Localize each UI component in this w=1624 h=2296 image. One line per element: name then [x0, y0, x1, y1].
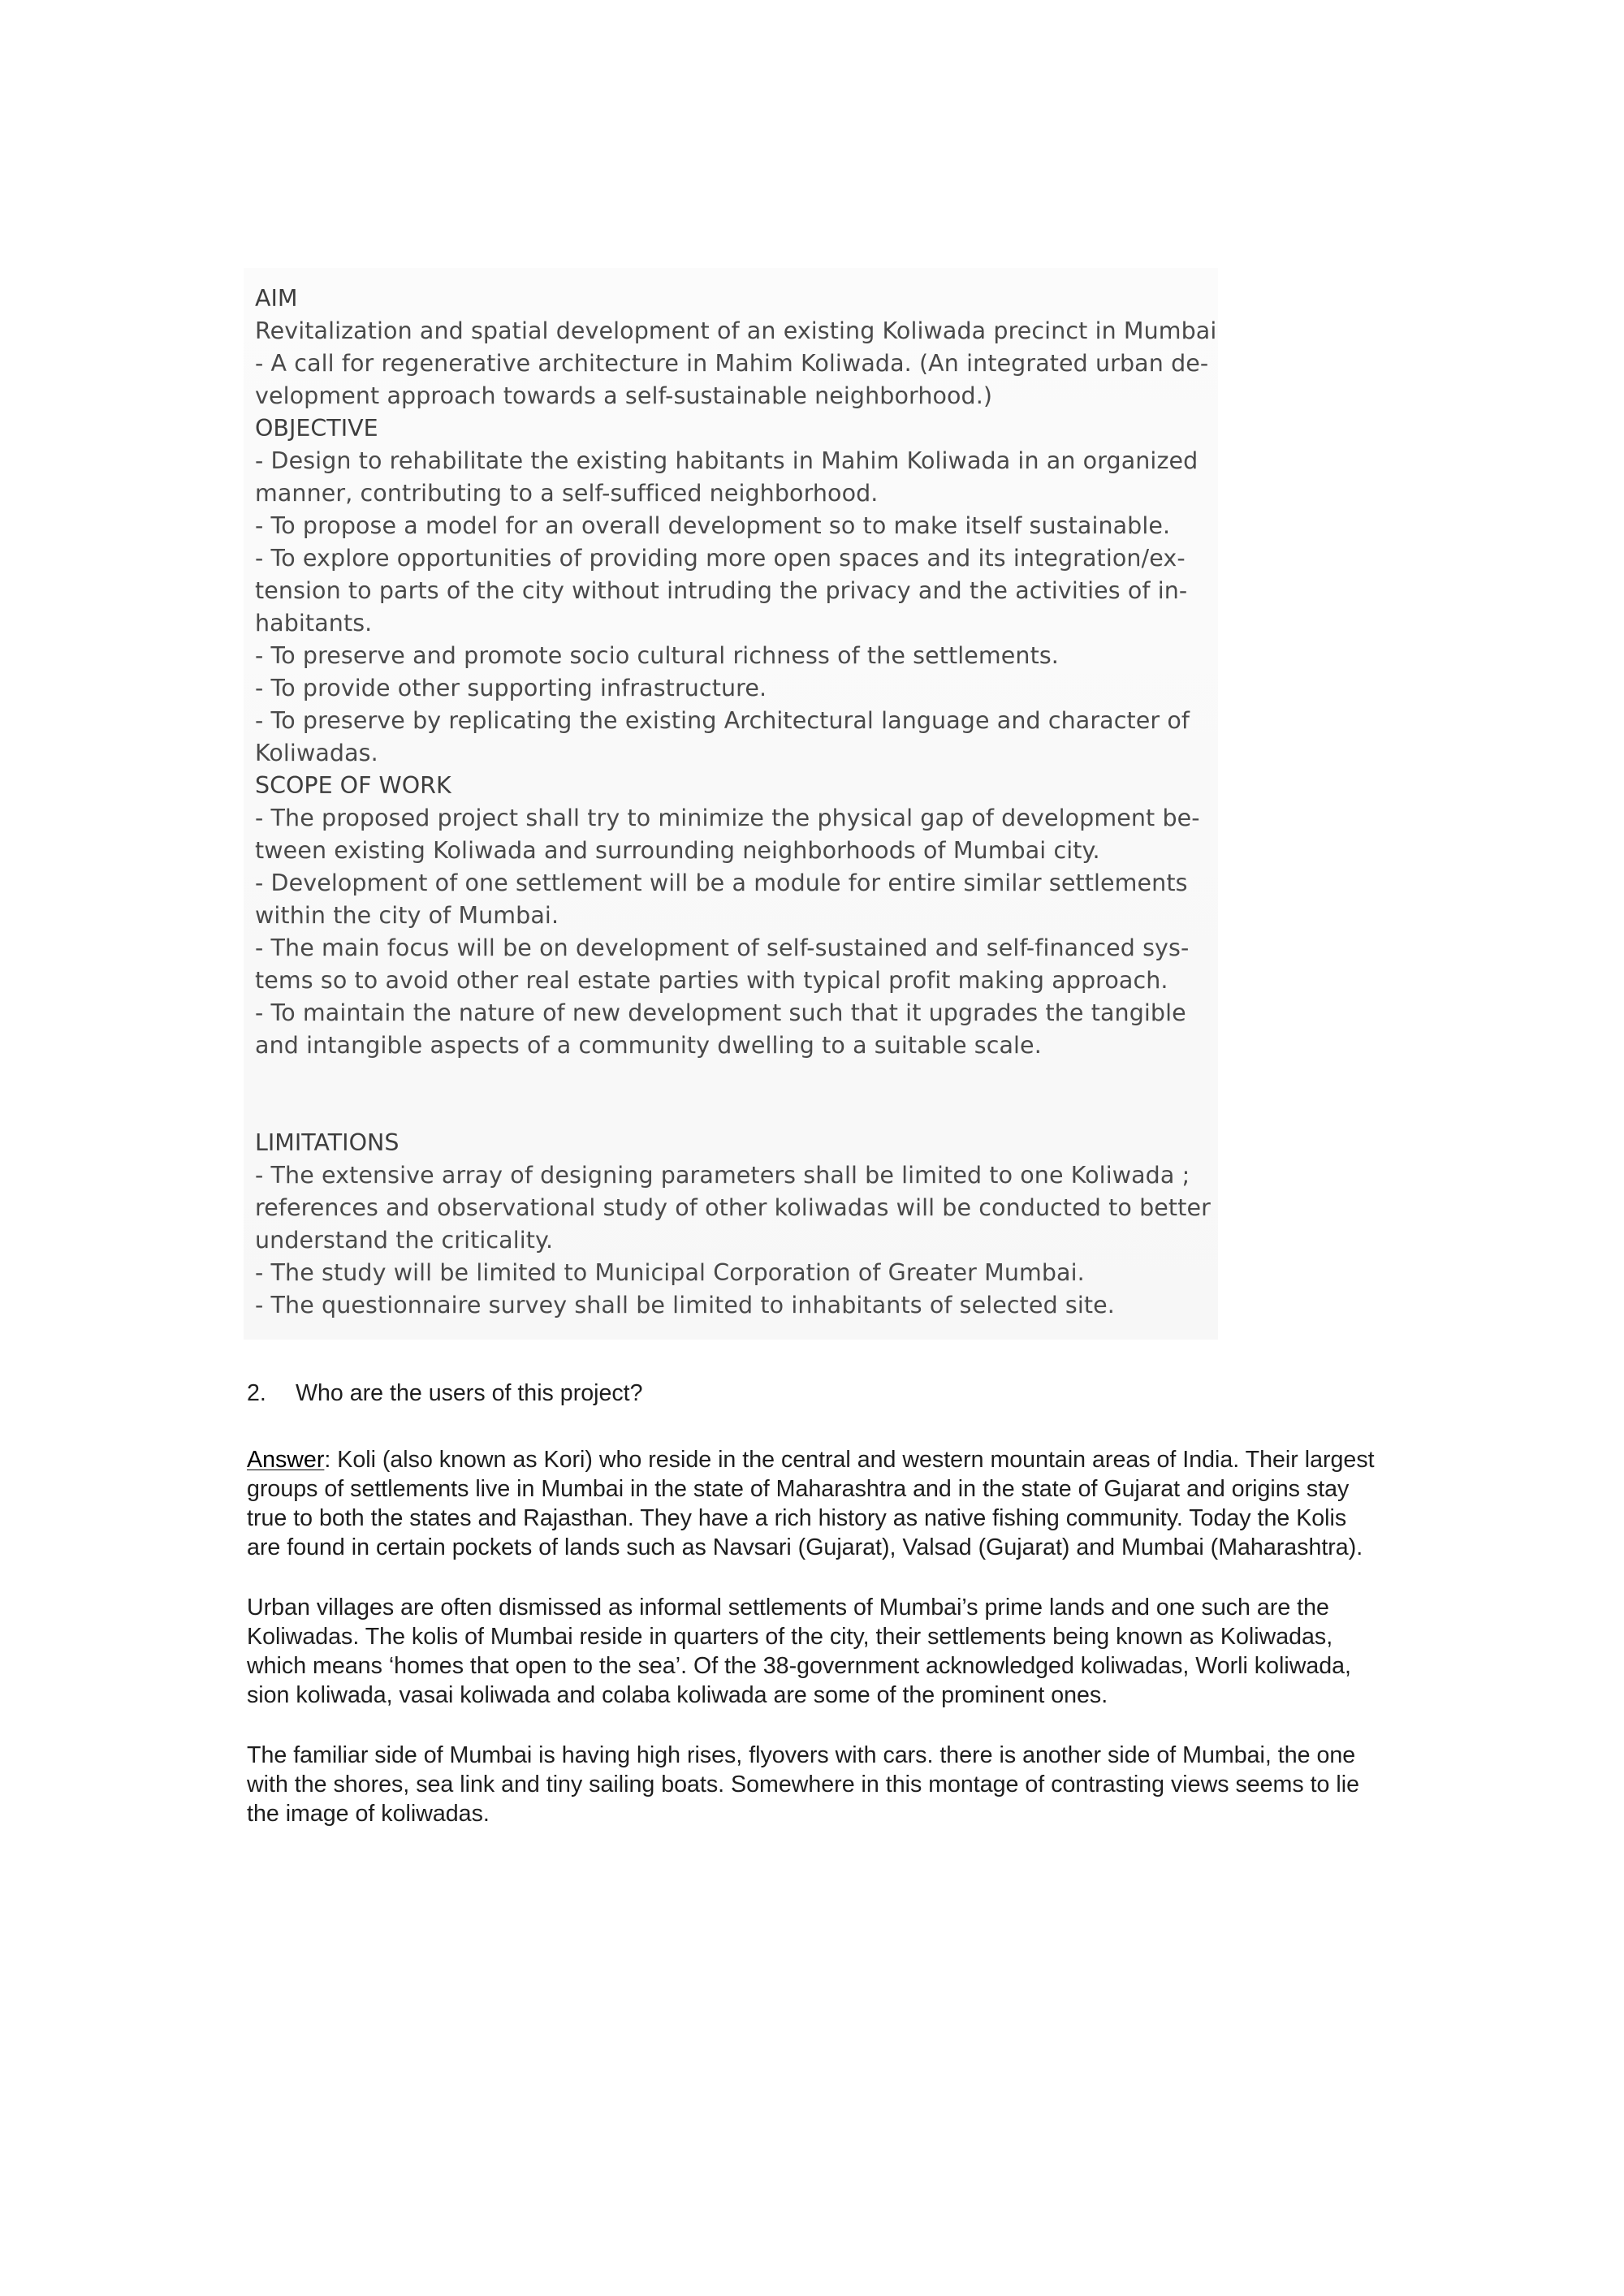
- scope-list: [255, 802, 1218, 1062]
- limitations-line: - The study will be limited to Municipal Corporation of Greater Mumbai.: [255, 1259, 1085, 1286]
- objective-line: tension to parts of the city without intruding the privacy and the activities of in-: [255, 577, 1188, 604]
- answer-line: true to both the states and Rajasthan. They have a rich history as native fishing community. Today the Kolis: [247, 1505, 1347, 1531]
- answer-line: are found in certain pockets of lands such as Navsari (Gujarat), Valsad (Gujarat) and Mumbai (Maharashtra).: [247, 1534, 1363, 1560]
- answer-line: The familiar side of Mumbai is having high rises, flyovers with cars. there is another side of Mumbai, the one: [247, 1742, 1356, 1768]
- limitations-line: understand the criticality.: [255, 1227, 554, 1254]
- answer-line: with the shores, sea link and tiny sailing boats. Somewhere in this montage of contrasting views seems to lie: [247, 1772, 1360, 1798]
- answer-paragraph-2: [247, 1593, 1449, 1710]
- scope-line: tems so to avoid other real estate parties with typical profit making approach.: [255, 967, 1168, 994]
- answer-paragraph-3: [247, 1741, 1449, 1828]
- objective-line: Koliwadas.: [255, 740, 378, 766]
- scope-line: - To maintain the nature of new development such that it upgrades the tangible: [255, 999, 1186, 1026]
- aim-paragraph: [255, 315, 1218, 412]
- limitations-line: - The extensive array of designing parameters shall be limited to one Koliwada ;: [255, 1162, 1190, 1189]
- answer-line: which means ‘homes that open to the sea’. Of the 38-government acknowledged koliwadas, Worli koliwada,: [247, 1653, 1352, 1679]
- answer-label: Answer: [247, 1447, 325, 1473]
- question-text: Who are the users of this project?: [296, 1380, 643, 1406]
- objective-line: - Design to rehabilitate the existing habitants in Mahim Koliwada in an organized: [255, 447, 1199, 474]
- aim-line: Revitalization and spatial development of an existing Koliwada precinct in Mumbai: [255, 317, 1217, 344]
- aim-heading: AIM: [255, 285, 298, 312]
- objective-line: - To propose a model for an overall development so to make itself sustainable.: [255, 512, 1171, 539]
- objective-heading: OBJECTIVE: [255, 415, 378, 442]
- question-number: 2.: [247, 1380, 266, 1406]
- question-heading: [247, 1379, 1449, 1408]
- limitations-line: references and observational study of other koliwadas will be conducted to better: [255, 1194, 1211, 1221]
- scope-heading: SCOPE OF WORK: [255, 772, 451, 799]
- objective-line: - To provide other supporting infrastructure.: [255, 675, 767, 701]
- limitations-heading: LIMITATIONS: [255, 1129, 400, 1156]
- objective-line: - To preserve by replicating the existing Architectural language and character of: [255, 707, 1190, 734]
- limitations-list: [255, 1159, 1218, 1322]
- objective-list: [255, 445, 1218, 770]
- scope-line: - Development of one settlement will be a module for entire similar settlements: [255, 870, 1188, 896]
- answer-line: the image of koliwadas.: [247, 1801, 490, 1827]
- answer-first-line: : Koli (also known as Kori) who reside in the central and western mountain areas of India. Their largest: [324, 1447, 1375, 1473]
- limitations-line: - The questionnaire survey shall be limited to inhabitants of selected site.: [255, 1292, 1115, 1318]
- answer-line: Urban villages are often dismissed as informal settlements of Mumbai’s prime lands and one such are the: [247, 1595, 1329, 1621]
- scope-line: tween existing Koliwada and surrounding neighborhoods of Mumbai city.: [255, 837, 1100, 864]
- aim-line: velopment approach towards a self-sustainable neighborhood.): [255, 382, 993, 409]
- objective-line: habitants.: [255, 610, 373, 637]
- answer-line: sion koliwada, vasai koliwada and colaba koliwada are some of the prominent ones.: [247, 1682, 1108, 1708]
- scope-line: - The main focus will be on development of self-sustained and self-financed sys-: [255, 934, 1190, 961]
- scope-line: and intangible aspects of a community dwelling to a suitable scale.: [255, 1032, 1042, 1059]
- answer-line: Koliwadas. The kolis of Mumbai reside in quarters of the city, their settlements being known as Koliwadas,: [247, 1624, 1333, 1650]
- scope-line: within the city of Mumbai.: [255, 902, 559, 929]
- answer-paragraph-1: [247, 1445, 1449, 1562]
- objective-line: - To preserve and promote socio cultural richness of the settlements.: [255, 642, 1059, 669]
- answer-line: groups of settlements live in Mumbai in the state of Maharashtra and in the state of Gujarat and origins stay: [247, 1476, 1350, 1502]
- scanned-excerpt-image: [244, 268, 1218, 1340]
- scope-line: - The proposed project shall try to minimize the physical gap of development be-: [255, 805, 1200, 831]
- aim-line: - A call for regenerative architecture in Mahim Koliwada. (An integrated urban de-: [255, 350, 1209, 377]
- objective-line: - To explore opportunities of providing more open spaces and its integration/ex-: [255, 545, 1186, 572]
- objective-line: manner, contributing to a self-sufficed neighborhood.: [255, 480, 879, 507]
